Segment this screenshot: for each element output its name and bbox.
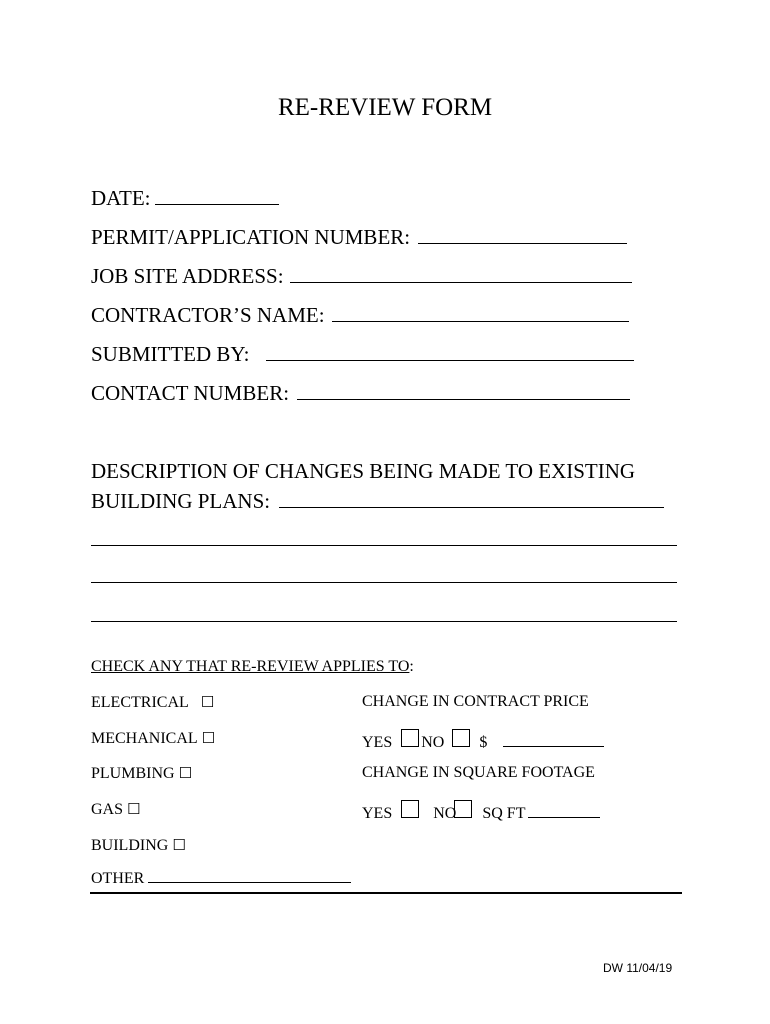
address-label: JOB SITE ADDRESS: bbox=[91, 264, 284, 288]
contact-field[interactable] bbox=[297, 398, 630, 400]
bottom-rule bbox=[90, 892, 682, 894]
form-title: RE-REVIEW FORM bbox=[277, 94, 493, 121]
description-label-2: BUILDING PLANS: bbox=[91, 489, 271, 513]
form-revision: DW 11/04/19 bbox=[603, 961, 673, 975]
date-label: DATE: bbox=[91, 186, 151, 210]
building-checkbox[interactable]: ☐ bbox=[172, 836, 186, 854]
description-field-2[interactable] bbox=[91, 545, 677, 546]
contract-price-row bbox=[362, 729, 604, 752]
submitted-field[interactable] bbox=[266, 359, 634, 361]
description-line-2 bbox=[91, 489, 664, 514]
contract-yes-box[interactable] bbox=[401, 729, 419, 747]
check-electrical[interactable] bbox=[91, 693, 214, 712]
sqft-label: SQ FT bbox=[482, 805, 526, 822]
date-field[interactable] bbox=[155, 203, 279, 205]
sqft-no-box[interactable] bbox=[454, 800, 472, 818]
submitted-label: SUBMITTED BY: bbox=[91, 342, 250, 366]
other-label: OTHER bbox=[91, 870, 145, 887]
contractor-label: CONTRACTOR’S NAME: bbox=[91, 303, 325, 327]
electrical-label: ELECTRICAL bbox=[91, 694, 189, 711]
check-plumbing[interactable] bbox=[91, 764, 192, 783]
date-row bbox=[91, 186, 279, 211]
contract-no-label: NO bbox=[421, 734, 445, 751]
mechanical-checkbox[interactable]: ☐ bbox=[201, 729, 216, 747]
permit-label: PERMIT/APPLICATION NUMBER: bbox=[91, 225, 411, 249]
check-mechanical[interactable] bbox=[91, 729, 215, 748]
check-building[interactable] bbox=[91, 836, 186, 855]
square-footage-row bbox=[362, 800, 600, 823]
description-label-1: DESCRIPTION OF CHANGES BEING MADE TO EXISTING bbox=[91, 459, 636, 483]
contractor-row bbox=[91, 303, 629, 328]
permit-row bbox=[91, 225, 627, 250]
sqft-field[interactable] bbox=[528, 816, 600, 818]
electrical-checkbox[interactable]: ☐ bbox=[200, 693, 215, 711]
check-other bbox=[91, 870, 351, 888]
plumbing-checkbox[interactable]: ☐ bbox=[178, 764, 193, 782]
check-heading-text: CHECK ANY THAT RE-REVIEW APPLIES TO bbox=[91, 658, 410, 675]
mechanical-label: MECHANICAL bbox=[91, 730, 198, 747]
sqft-yes-label: YES bbox=[362, 805, 393, 822]
contract-price-label: CHANGE IN CONTRACT PRICE bbox=[362, 693, 589, 710]
description-field-4[interactable] bbox=[91, 621, 677, 622]
check-gas[interactable] bbox=[91, 800, 140, 819]
contract-dollar-label: $ bbox=[479, 734, 488, 751]
square-footage-label: CHANGE IN SQUARE FOOTAGE bbox=[362, 764, 595, 781]
contact-label: CONTACT NUMBER: bbox=[91, 381, 290, 405]
sqft-no-label: NO bbox=[433, 805, 457, 822]
other-field[interactable] bbox=[148, 881, 351, 883]
address-field[interactable] bbox=[290, 281, 632, 283]
contract-yes-label: YES bbox=[362, 734, 393, 751]
contractor-field[interactable] bbox=[332, 320, 629, 322]
contract-no-box[interactable] bbox=[452, 729, 470, 747]
description-field-1[interactable] bbox=[279, 506, 664, 508]
sqft-yes-box[interactable] bbox=[401, 800, 419, 818]
contract-price-field[interactable] bbox=[503, 745, 604, 747]
gas-label: GAS bbox=[91, 801, 124, 818]
description-field-3[interactable] bbox=[91, 582, 677, 583]
check-heading-colon: : bbox=[409, 658, 414, 675]
gas-checkbox[interactable]: ☐ bbox=[127, 800, 141, 818]
check-heading bbox=[91, 658, 414, 676]
contact-row bbox=[91, 381, 630, 406]
permit-field[interactable] bbox=[418, 242, 627, 244]
address-row bbox=[91, 264, 632, 289]
building-label: BUILDING bbox=[91, 837, 169, 854]
description-line-1 bbox=[91, 459, 635, 484]
submitted-row bbox=[91, 342, 634, 367]
plumbing-label: PLUMBING bbox=[91, 765, 175, 782]
